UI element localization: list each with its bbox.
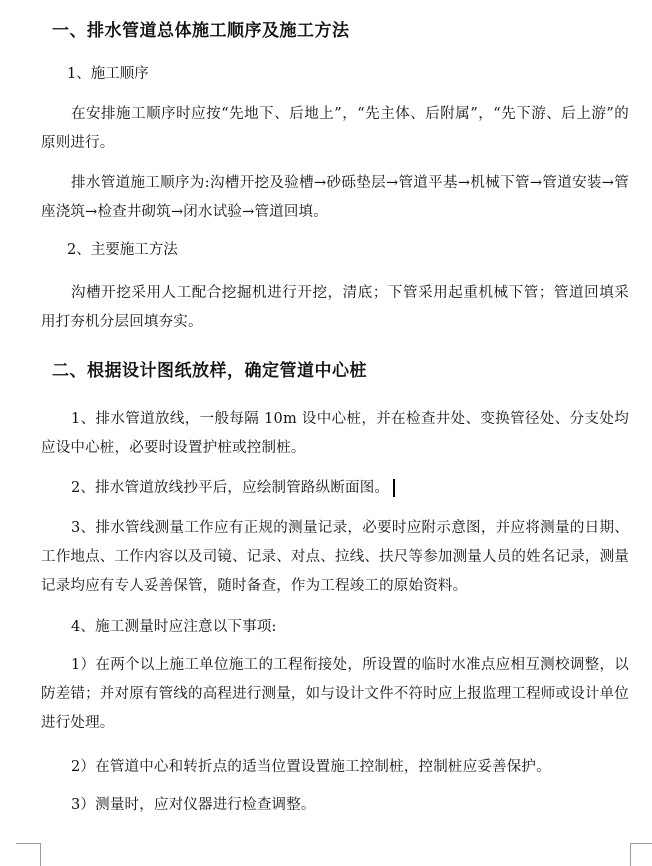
section2-item3: 3、排水管线测量工作应有正规的测量记录，必要时应附示意图，并应将测量的日期、工作地点、工作内容以及司镜、记录、对点、拉线、扶尺等参加测量人员的姓名记录，测量记录均应有专人妥善保管，随时备查，作为工程竣工的原始资料。: [41, 520, 629, 594]
text-cursor: [393, 479, 395, 497]
section1-sub1-para1: 在安排施工顺序时应按“先地下、后地上”，“先主体、后附属”，“先下游、后上游”的原则进行。: [41, 106, 629, 151]
section2-item4-2: 2）在管道中心和转折点的适当位置设置施工控制桩，控制桩应妥善保护。: [71, 759, 551, 775]
section1-sub2-heading: 2、主要施工方法: [67, 242, 178, 258]
section2-heading: 二、根据设计图纸放样，确定管道中心桩: [52, 361, 367, 381]
section1-sub1-heading: 1、施工顺序: [67, 66, 149, 82]
section2-item2-text: 2、排水管道放线抄平后，应绘制管路纵断面图。: [71, 480, 390, 496]
section2-item4: 4、施工测量时应注意以下事项:: [71, 619, 277, 635]
section2-item2[interactable]: [41, 474, 629, 503]
section1-sub1-para2: 排水管道施工顺序为:沟槽开挖及验槽→砂砾垫层→管道平基→机械下管→管道安装→管座浇筑→检查井砌筑→闭水试验→管道回填。: [41, 175, 629, 220]
section2-item1: 1、排水管道放线，一般每隔 10m 设中心桩，并在检查井处、变换管径处、分支处均应设中心桩，必要时设置护桩或控制桩。: [41, 411, 629, 456]
section1-sub2-para1: 沟槽开挖采用人工配合挖掘机进行开挖，清底；下管采用起重机械下管；管道回填采用打夯机分层回填夯实。: [41, 285, 629, 330]
page-corner-mark-left-h: [16, 843, 40, 844]
page-corner-mark-right: [630, 843, 631, 866]
page-corner-mark-right-h: [630, 843, 652, 844]
page-corner-mark-left: [40, 843, 41, 866]
section1-heading: 一、排水管道总体施工顺序及施工方法: [52, 21, 350, 41]
section2-item4-3: 3）测量时，应对仪器进行检查调整。: [71, 797, 316, 813]
section2-item4-1: 1）在两个以上施工单位施工的工程衔接处，所设置的临时水准点应相互测校调整，以防差错；并对原有管线的高程进行测量，如与设计文件不符时应上报监理工程师或设计单位进行处理。: [41, 657, 629, 731]
